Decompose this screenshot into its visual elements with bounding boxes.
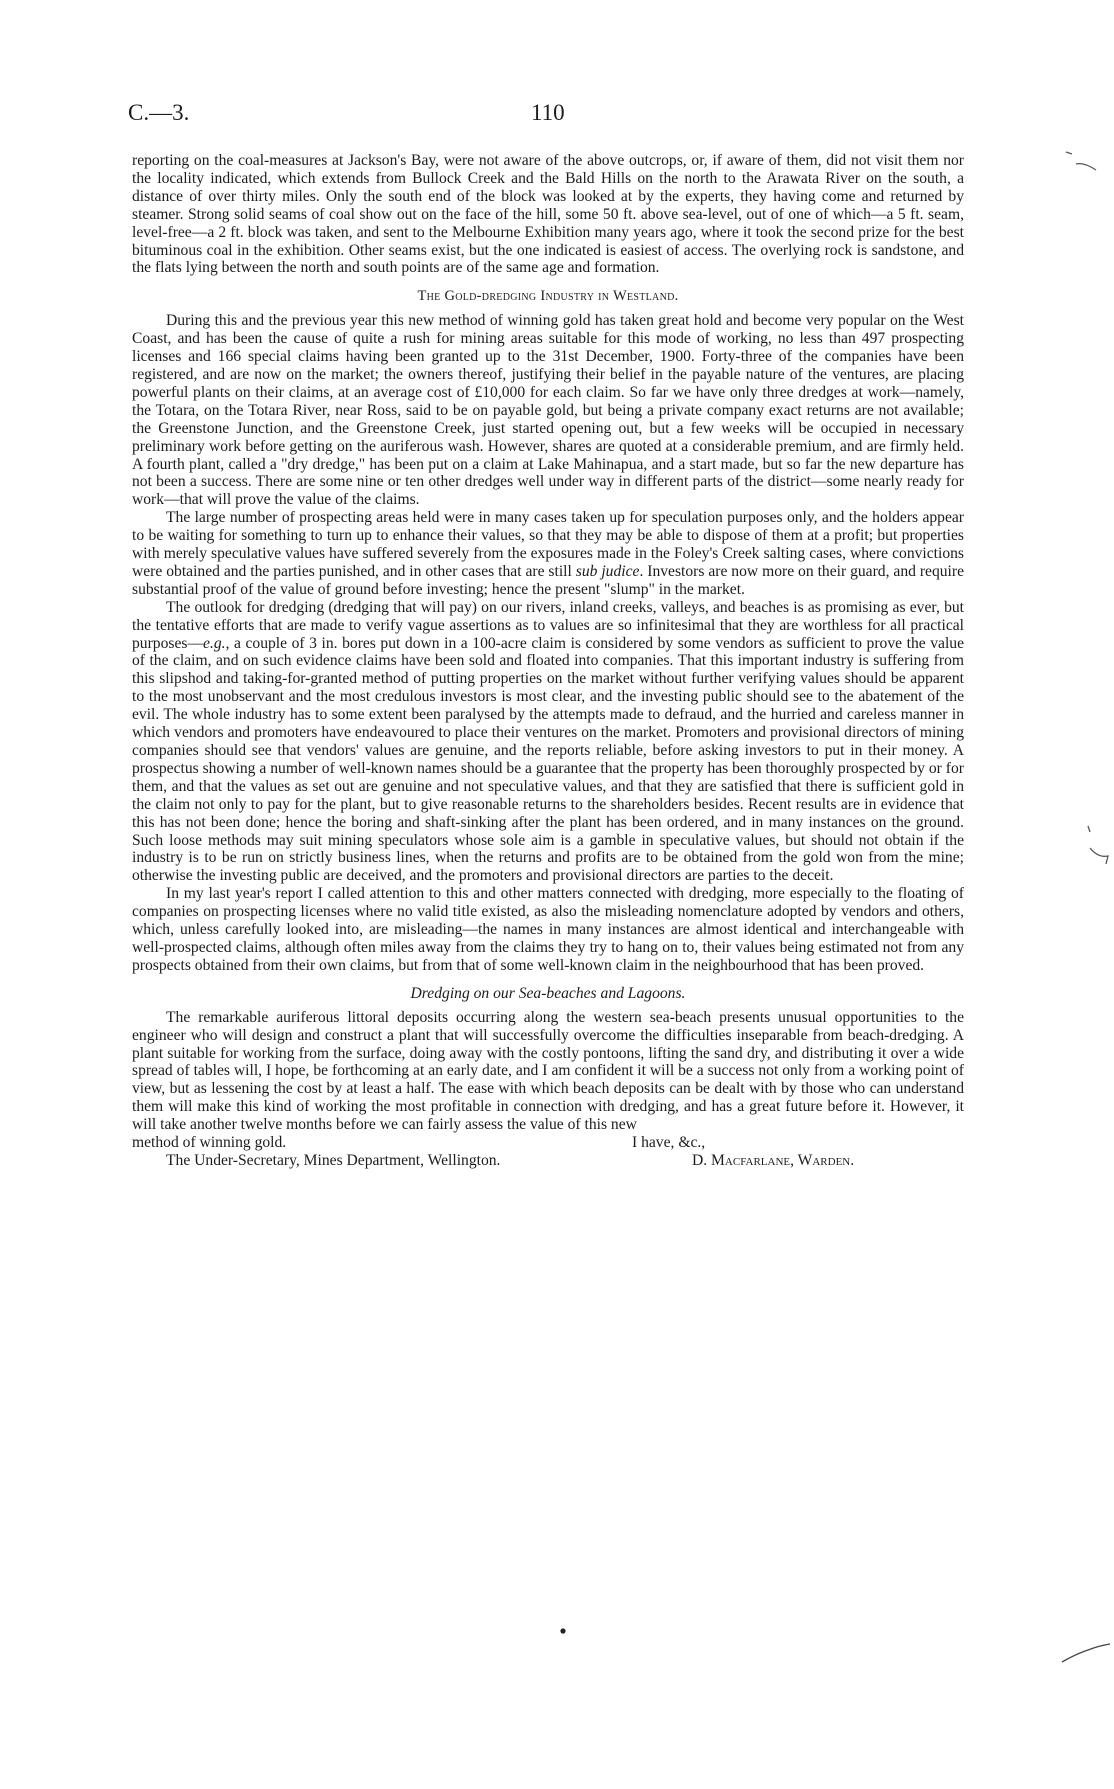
italic-term: sub judice bbox=[575, 562, 640, 580]
paragraph-text: , a couple of 3 in. bores put down in a 100-acre claim is considered by some vendors as sufficient to prove the value of the claim, and on such evidence claims have been sold and floated into companies. That this important industry is suffering from this slipshod and taking-for-granted method of putting properties on the market without further verifying values should be apparent to the most unobservant and the most credulous investors is most clear, and the investing public should see to the abatement of the evil. The whole industry has to some extent been paralysed by the attempts made to defraud, and the hurried and careless manner in which vendors and promoters have endeavoured to place their ventures on the market. Promoters and provisional directors of mining companies should see that vendors' values are genuine, and the reports reliable, before asking investors to put in their money. A prospectus showing a number of well-known names should be a guarantee that the property has been thoroughly prospected by or for them, and that the values as set out are genuine and not speculative values, and that they are satisfied that there is sufficient gold in the claim not only to pay for the plant, but to give reasonable returns to the shareholders besides. Recent results are in evidence that this has not been done; hence the boring and shaft-sinking after the plant has been ordered, and in many instances on the ground. Such loose methods may suit mining speculators whose sole aim is a gamble in speculative values, but should not obtain if the industry is to be run on strictly business lines, when the returns and profits are to be obtained from the gold won from the mine; otherwise the investing public are deceived, and the promoters and provisional directors are parties to the deceit. bbox=[132, 634, 964, 885]
sub-heading: Dredging on our Sea-beaches and Lagoons. bbox=[410, 984, 686, 1002]
paragraph-text: . Investors are now more on their guard, and require substantial proof of the value of ground before investing; hence the present "slump" in the market. bbox=[132, 562, 964, 598]
paragraph-text: The outlook for dredging (dredging that will pay) on our rivers, inland creeks, valleys, and beaches is as promising as ever, but the tentative efforts that are made to verify vague assertions as to values are so infinitesimal that they are worthless for all practical purposes— bbox=[132, 598, 964, 652]
document-body bbox=[132, 152, 964, 1170]
paragraph-dredging-growth: During this and the previous year this new method of winning gold has taken great hold and become very popular on the West Coast, and has been the cause of quite a rush for mining areas suitable for this mode of working, no less than 497 prospecting licenses and 166 special claims having been granted up to the 31st December, 1900. Forty-three of the companies have been registered, and are now on the market; the owners thereof, justifying their belief in the payable nature of the ventures, are placing powerful plants on their claims, at an average cost of £10,000 for each claim. So far we have only three dredges at work—namely, the Totara, on the Totara River, near Ross, said to be on payable gold, but being a private company exact returns are not available; the Greenstone Junction, and the Greenstone Creek, just started opening out, but a few weeks will be occupied in necessary preliminary work before getting on the auriferous wash. However, shares are quoted at a considerable premium, and are firmly held. A fourth plant, called a "dry dredge," has been put on a claim at Lake Mahinapua, and a start made, but so far the new departure has not been a success. There are some nine or ten other dredges well under way in different parts of the district—some nearly ready for work—that will prove the value of the claims. bbox=[132, 312, 964, 509]
intro-paragraph: reporting on the coal-measures at Jackson's Bay, were not aware of the above outcrops, or, if aware of them, did not visit them nor the locality indicated, which extends from Bullock Creek and the Bald Hills on the north to the Arawata River on the south, a distance of over thirty miles. Only the south end of the block was looked at by the experts, they having come and returned by steamer. Strong solid seams of coal show out on the face of the hill, some 50 ft. above sea-level, out of one of which—a 5 ft. seam, level-free—a 2 ft. block was taken, and sent to the Melbourne Exhibition many years ago, where it took the second prize for the best bituminous coal in the exhibition. Other seams exist, but the one indicated is easiest of access. The overlying rock is sandstone, and the flats lying between the north and south points are of the same age and formation. bbox=[132, 152, 964, 277]
signature: D. Macfarlane, Warden. bbox=[692, 1152, 855, 1170]
margin-scan-mark bbox=[1084, 820, 1112, 870]
margin-scan-mark bbox=[1062, 148, 1102, 178]
page-header bbox=[0, 100, 1114, 134]
report-reference: C.—3. bbox=[128, 100, 190, 125]
page-number: 110 bbox=[531, 100, 565, 125]
paragraph-last-report: In my last year's report I called attention to this and other matters connected with dredging, more especially to the floating of companies on prospecting licenses where no valid title existed, as also the misleading nomenclature adopted by vendors and others, which, unless carefully looked into, are misleading—the names in many instances are almost identical and interchangeable with well-prospected claims, although often miles away from the claims they try to hang on to, their values being estimated not from any prospects obtained from their own claims, but from that of some well-known claim in the neighbourhood that has been proved. bbox=[132, 885, 964, 974]
closing-phrase: I have, &c., bbox=[632, 1134, 706, 1152]
margin-scan-mark bbox=[1058, 1640, 1114, 1668]
paragraph-speculation bbox=[132, 509, 964, 599]
closing-line bbox=[132, 1134, 964, 1152]
section-heading: The Gold-dredging Industry in Westland. bbox=[417, 288, 679, 305]
closing-last-line: method of winning gold. bbox=[132, 1134, 287, 1152]
signature-row bbox=[132, 1152, 964, 1170]
ink-dot bbox=[558, 1625, 568, 1637]
paragraph-sea-beaches: The remarkable auriferous littoral deposits occurring along the western sea-beach presents unusual opportunities to the engineer who will design and construct a plant that will successfully overcome the difficulties inseparable from beach-dredging. A plant suitable for working from the surface, doing away with the costly pontoons, lifting the sand dry, and distributing it over a wide spread of tables will, I hope, be forthcoming at an early date, and I am confident it will be a success not only from a working point of view, but as lessening the cost by at least a half. The ease with which beach deposits can be dealt with by those who can understand them will make this kind of working the most profitable in connection with dredging, and has a great future before it. However, it will take another twelve months before we can fairly assess the value of this new bbox=[132, 1008, 964, 1134]
italic-term: e.g. bbox=[203, 634, 226, 652]
addressee: The Under-Secretary, Mines Department, Wellington. bbox=[166, 1152, 501, 1170]
paragraph-outlook bbox=[132, 599, 964, 886]
paragraph-text: The large number of prospecting areas held were in many cases taken up for speculation purposes only, and the holders appear to be waiting for something to turn up to enhance their values, so that they may be able to dispose of them at a profit; but properties with merely speculative values have suffered severely from the exposures made in the Foley's Creek salting cases, where convictions were obtained and the parties punished, and in other cases that are still bbox=[132, 509, 964, 580]
